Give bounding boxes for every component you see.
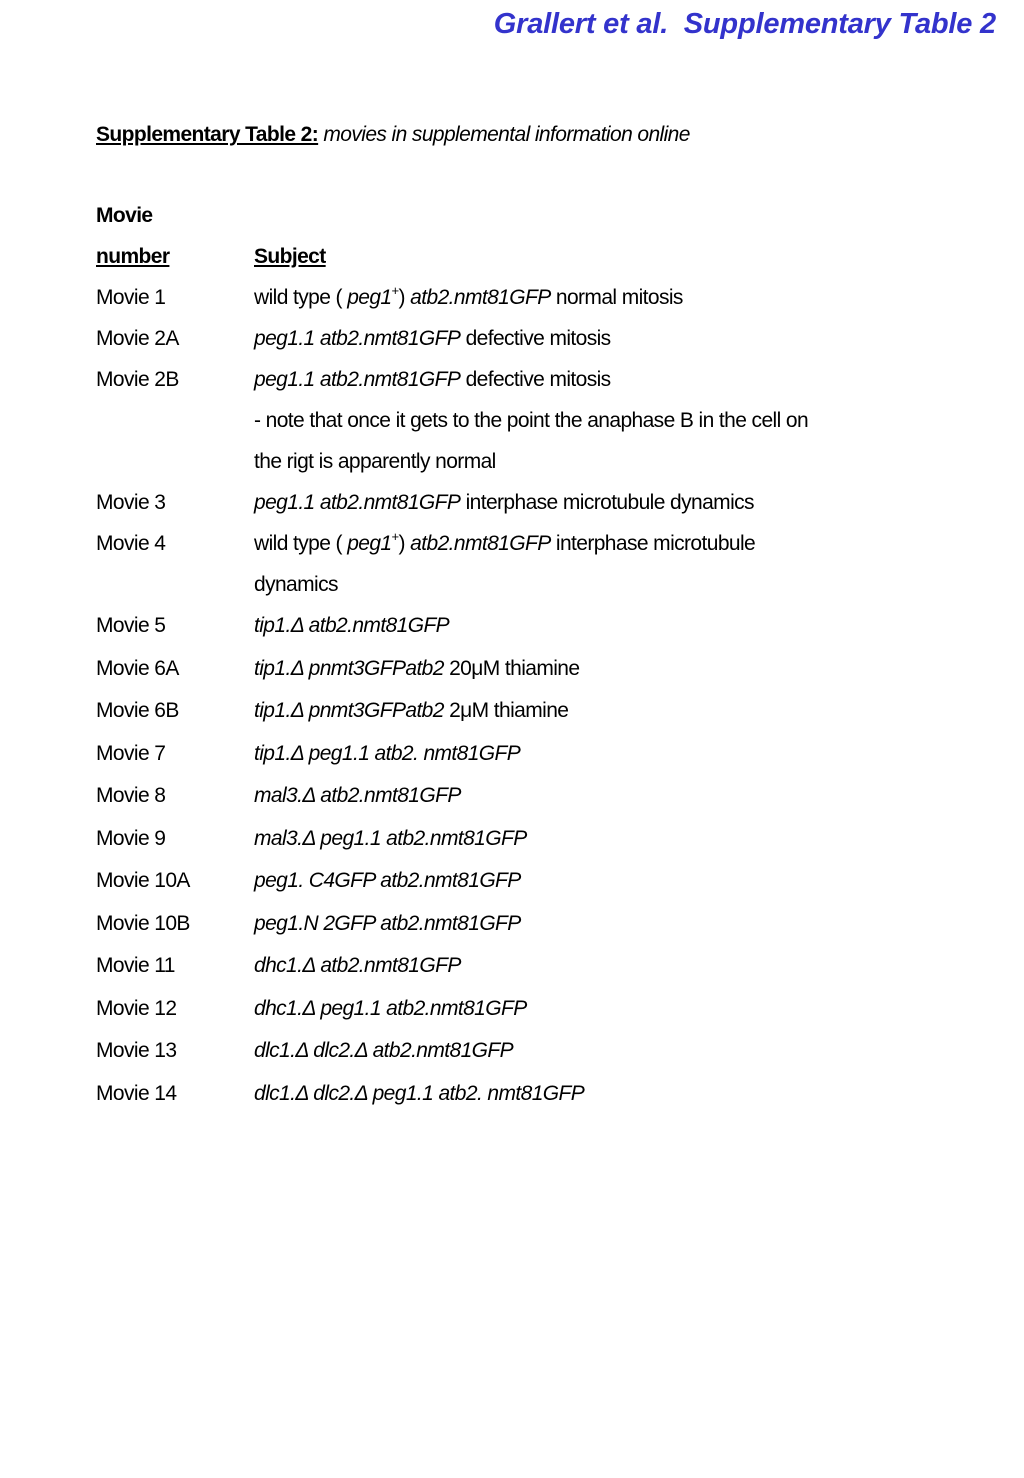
movie-number: Movie 1: [96, 285, 166, 309]
movie-number: Movie 7: [96, 741, 166, 765]
table-row: [96, 1073, 956, 1116]
page-header: Grallert et al. Supplementary Table 2: [493, 8, 996, 40]
table-caption: [96, 123, 690, 147]
table-row: [96, 945, 956, 988]
movie-subject: tip1.Δ pnmt3GFPatb2 2μM thiamine: [254, 699, 569, 723]
movie-subject: tip1.Δ peg1.1 atb2. nmt81GFP: [254, 741, 521, 765]
movie-subject: wild type ( peg1+) atb2.nmt81GFP interphase microtubule: [254, 528, 756, 555]
movie-subject: tip1.Δ pnmt3GFPatb2 20μM thiamine: [254, 656, 580, 680]
table-row: [96, 564, 956, 605]
movie-number: Movie 4: [96, 531, 166, 555]
movie-number: Movie 2A: [96, 326, 179, 350]
movie-subject: peg1. C4GFP atb2.nmt81GFP: [254, 869, 521, 893]
movie-subject: mal3.Δ atb2.nmt81GFP: [254, 784, 461, 808]
movie-subject: peg1.1 atb2.nmt81GFP defective mitosis: [254, 367, 611, 391]
table-row: [96, 605, 956, 648]
table-row: [96, 400, 956, 441]
movie-subject-note: the rigt is apparently normal: [254, 449, 496, 473]
movie-number: Movie 12: [96, 996, 177, 1020]
table-row: [96, 1030, 956, 1073]
table-row: [96, 318, 956, 359]
movie-subject: tip1.Δ atb2.nmt81GFP: [254, 614, 450, 638]
movie-subject: dhc1.Δ peg1.1 atb2.nmt81GFP: [254, 996, 527, 1020]
table-row: [96, 818, 956, 861]
movie-number: Movie 10A: [96, 869, 190, 893]
movie-number: Movie 13: [96, 1039, 177, 1063]
table-row: [96, 690, 956, 733]
table-row: [96, 277, 956, 318]
col1-header: number: [96, 244, 170, 268]
movie-subject: mal3.Δ peg1.1 atb2.nmt81GFP: [254, 826, 527, 850]
movie-number: Movie 5: [96, 614, 166, 638]
movie-number: Movie 6A: [96, 656, 179, 680]
table-row: [96, 775, 956, 818]
table-row: [96, 988, 956, 1031]
caption-text: movies in supplemental information online: [323, 123, 690, 146]
table-row: [96, 733, 956, 776]
col1-header-line1: Movie: [96, 203, 153, 227]
movie-number: Movie 14: [96, 1081, 177, 1105]
movie-subject: dynamics: [254, 572, 338, 596]
table-row: [96, 648, 956, 691]
table-row: [96, 359, 956, 400]
movie-number: Movie 9: [96, 826, 166, 850]
movie-number: Movie 11: [96, 954, 175, 978]
movies-table: [96, 195, 956, 1115]
movie-subject-note: - note that once it gets to the point the anaphase B in the cell on: [254, 408, 809, 432]
movie-number: Movie 10B: [96, 911, 190, 935]
movie-subject: wild type ( peg1+) atb2.nmt81GFP normal mitosis: [254, 282, 683, 309]
movie-subject: peg1.1 atb2.nmt81GFP interphase microtubule dynamics: [254, 490, 754, 514]
table-header-row-1: [96, 195, 956, 236]
table-row: [96, 523, 956, 564]
table-row: [96, 860, 956, 903]
movie-subject: dhc1.Δ atb2.nmt81GFP: [254, 954, 461, 978]
caption-label: Supplementary Table 2:: [96, 123, 319, 146]
movie-subject: peg1.N 2GFP atb2.nmt81GFP: [254, 911, 521, 935]
movie-number: Movie 2B: [96, 367, 179, 391]
movie-number: Movie 6B: [96, 699, 179, 723]
movie-number: Movie 8: [96, 784, 166, 808]
table-row: [96, 441, 956, 482]
movie-number: Movie 3: [96, 490, 166, 514]
movie-subject: dlc1.Δ dlc2.Δ atb2.nmt81GFP: [254, 1039, 514, 1063]
col2-header: Subject: [254, 244, 326, 268]
movie-subject: peg1.1 atb2.nmt81GFP defective mitosis: [254, 326, 611, 350]
table-row: [96, 482, 956, 523]
table-header-row-2: [96, 236, 956, 277]
movie-subject: dlc1.Δ dlc2.Δ peg1.1 atb2. nmt81GFP: [254, 1081, 585, 1105]
table-row: [96, 903, 956, 946]
